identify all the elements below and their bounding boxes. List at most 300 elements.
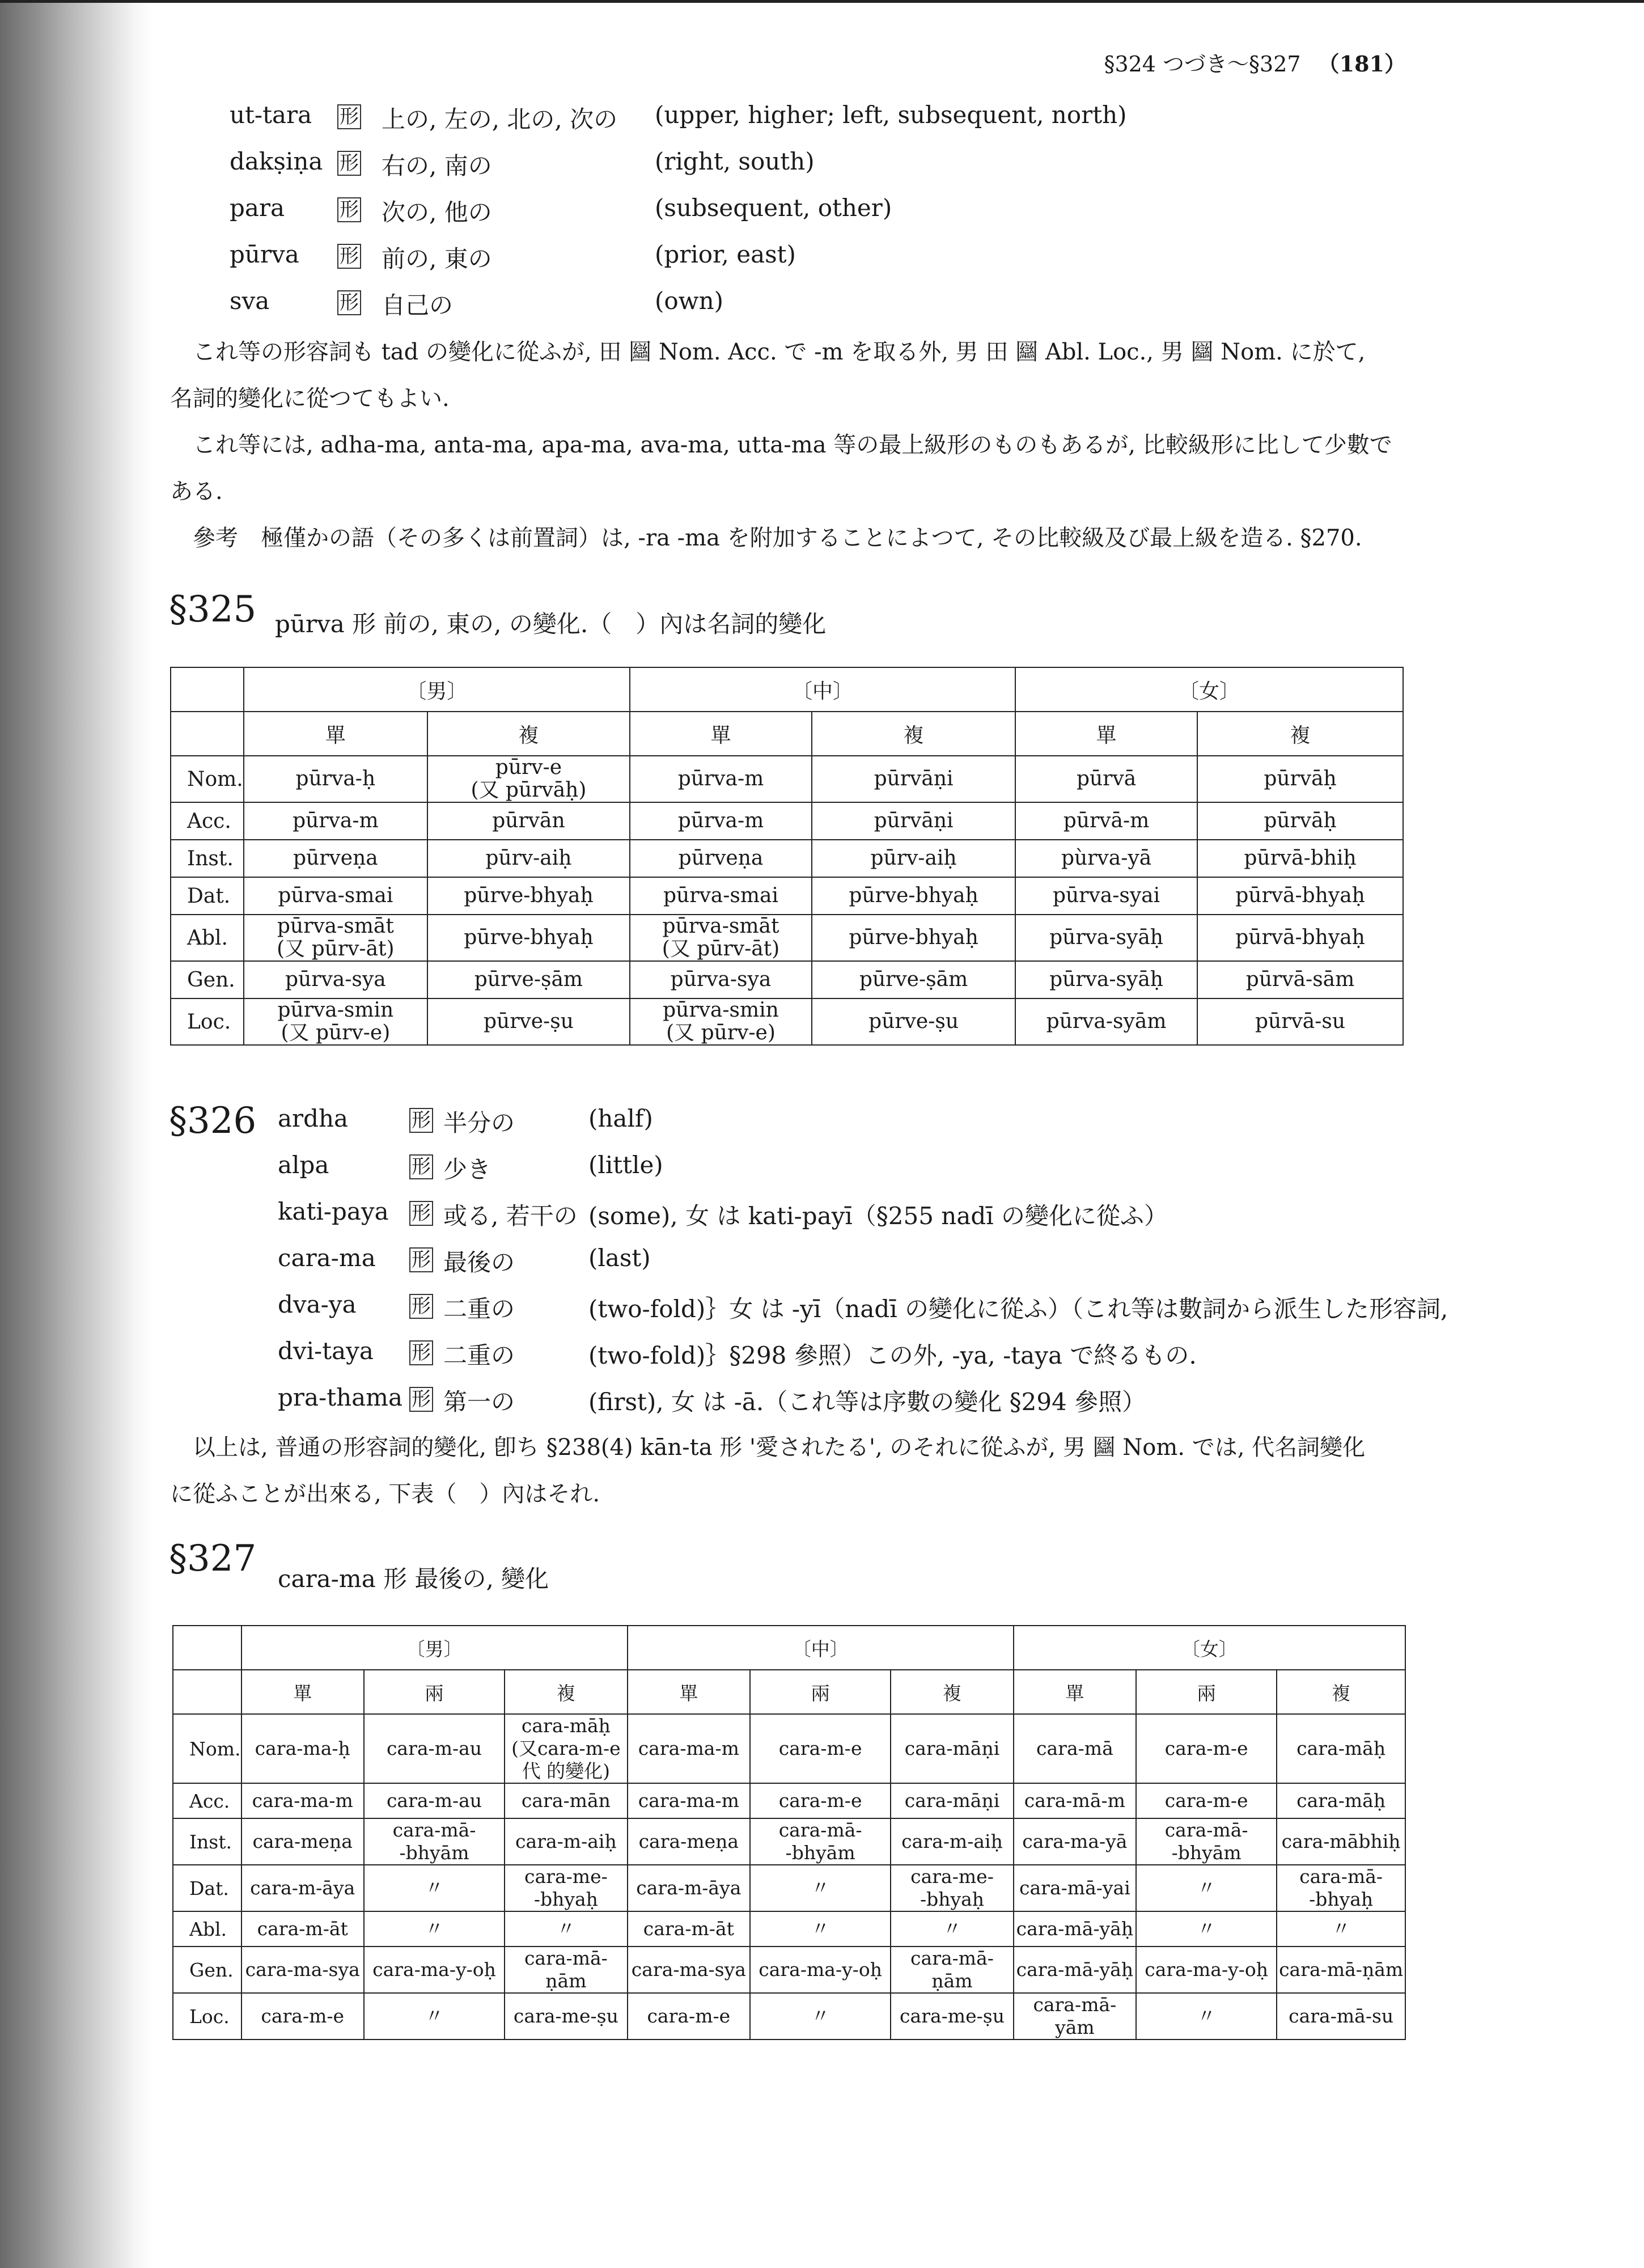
gloss-ja: 或る, 若干の: [443, 1202, 578, 1230]
form-text: pūrva-syāḥ: [1049, 926, 1163, 949]
paragraph-324: [170, 329, 1406, 561]
form-cell: [891, 1947, 1014, 1993]
form-cell: [1015, 840, 1197, 877]
text-line: ある.: [170, 479, 223, 505]
gloss-en: (subsequent, other): [655, 194, 892, 222]
page-number: （181）: [1317, 51, 1406, 77]
form-cell: [628, 1911, 750, 1947]
pos-mark: 形: [409, 1340, 433, 1365]
top-rule: [0, 0, 1644, 3]
form-cell: [1015, 998, 1197, 1045]
form-text: cara-ma-m: [252, 1789, 353, 1812]
form-text: -bhyām: [399, 1842, 469, 1864]
form-cell: [427, 915, 630, 961]
gloss-en: (little): [588, 1151, 663, 1179]
gloss-en: (first), 女 は -ā.（これ等は序數の變化 §294 參照）: [588, 1388, 1146, 1416]
form-text: pūrve-ṣām: [859, 968, 968, 991]
form-text: (又 pūrv-e): [666, 1021, 776, 1044]
word: ut-tara: [230, 101, 312, 129]
form-cell: [241, 1818, 364, 1865]
table-row: [173, 1818, 1405, 1865]
form-cell: [505, 1947, 628, 1993]
form-cell: [1014, 1911, 1136, 1947]
form-text: 代 的變化): [522, 1760, 611, 1782]
gloss-ja: 次の, 他の: [382, 198, 492, 226]
form-cell: [1136, 1783, 1277, 1818]
form-text: pūrveṇa: [293, 847, 378, 870]
form-text: pūrva-smin: [277, 998, 394, 1022]
form-text: 〃: [811, 2005, 830, 2027]
case-label: Abl.: [171, 915, 244, 961]
form-text: cara-mā-ṇām: [910, 1947, 994, 1992]
form-cell: [628, 1818, 750, 1865]
form-text: pūrva-ḥ: [295, 767, 376, 790]
form-text: pūrve-bhyaḥ: [464, 884, 594, 907]
form-cell: [630, 756, 812, 802]
form-text: cara-mā-su: [1289, 2005, 1394, 2027]
form-cell: [1136, 1947, 1277, 1993]
case-label: Dat.: [171, 877, 244, 915]
form-cell: [1015, 756, 1197, 802]
form-cell: [244, 802, 427, 840]
word: pra-thama: [278, 1383, 403, 1411]
section-number: §325: [169, 589, 257, 631]
table-row: [173, 1865, 1405, 1911]
form-cell: [1277, 1993, 1405, 2039]
form-text: cara-m-āya: [250, 1877, 355, 1899]
form-text: pūrva-smin: [663, 998, 779, 1022]
form-cell: [1015, 961, 1197, 998]
form-text: cara-māḥ: [521, 1715, 611, 1737]
form-cell: [891, 1993, 1014, 2039]
form-text: cara-mā-: [1164, 1819, 1248, 1841]
gloss-ja: 自己の: [382, 291, 454, 319]
form-text: pūrvā-su: [1255, 1010, 1346, 1033]
form-cell: [364, 1865, 505, 1911]
form-text: pūrve-ṣu: [868, 1010, 959, 1033]
form-cell: [1014, 1818, 1136, 1865]
word: para: [230, 194, 285, 222]
gender-header: 〔女〕: [1015, 667, 1403, 712]
form-text: cara-ma-ḥ: [255, 1737, 350, 1759]
table-row: [171, 840, 1403, 877]
form-text: 〃: [1197, 1877, 1216, 1899]
section-title: pūrva 形 前の, 東の, の變化.（ ）內は名詞的變化: [275, 610, 827, 638]
number-header: 單: [1014, 1670, 1136, 1714]
form-text: pūrve-bhyaḥ: [464, 926, 594, 949]
form-text: pūrva-syām: [1046, 1010, 1167, 1033]
form-text: pūrve-ṣām: [474, 968, 583, 991]
form-text: pūrvāḥ: [1264, 767, 1337, 790]
gloss-en: (two-fold)｝女 は -yī（nadī の變化に從ふ）（これ等は數詞から派生した形容詞,: [588, 1295, 1448, 1323]
pos-mark: 形: [409, 1294, 433, 1319]
form-cell: [630, 840, 812, 877]
table-row: [173, 1947, 1405, 1993]
form-text: cara-mān: [521, 1789, 611, 1812]
form-text: pūrve-bhyaḥ: [849, 884, 978, 907]
form-cell: [244, 998, 427, 1045]
number-header: 兩: [1136, 1670, 1277, 1714]
form-cell: [241, 1947, 364, 1993]
gloss-ja: 上の, 左の, 北の, 次の: [382, 105, 618, 133]
form-text: cara-meṇa: [252, 1830, 353, 1852]
pos-mark: 形: [337, 151, 361, 176]
form-cell: [750, 1911, 891, 1947]
form-cell: [812, 840, 1015, 877]
gloss-ja: 半分の: [443, 1109, 515, 1137]
form-cell: [1015, 915, 1197, 961]
gloss-en: (some), 女 は kati-payī（§255 nadī の變化に從ふ）: [588, 1202, 1168, 1230]
form-text: -bhyaḥ: [920, 1888, 985, 1910]
form-text: cara-mābhiḥ: [1281, 1830, 1401, 1852]
section-range: §324 つづき～§327: [1104, 52, 1301, 77]
text-line: 以上は, 普通の形容詞的變化, 卽ち §238(4) kān-ta 形 '愛されたる', のそれに從ふが, 男 圝 Nom. では, 代名詞變化: [193, 1435, 1366, 1461]
form-cell: [750, 1714, 891, 1783]
corner-cell: [171, 667, 244, 712]
case-label: Acc.: [171, 802, 244, 840]
form-cell: [505, 1865, 628, 1911]
form-cell: [1136, 1911, 1277, 1947]
form-cell: [1136, 1818, 1277, 1865]
gender-header: 〔中〕: [630, 667, 1015, 712]
form-cell: [427, 802, 630, 840]
case-label: Gen.: [171, 961, 244, 998]
form-text: cara-m-e: [261, 2005, 345, 2027]
form-cell: [1136, 1993, 1277, 2039]
gloss-en: (last): [588, 1244, 651, 1272]
text-line: 參考 極僅かの語（その多くは前置詞）は, -ra -ma を附加することによつて, その比較級及び最上級を造る. §270.: [193, 525, 1362, 551]
form-cell: [1014, 1865, 1136, 1911]
form-cell: [630, 998, 812, 1045]
section-number: §326: [169, 1100, 257, 1142]
case-label: Inst.: [171, 840, 244, 877]
word: sva: [230, 287, 270, 315]
form-text: pūrvāṇi: [874, 809, 954, 832]
form-cell: [427, 877, 630, 915]
word: kati-paya: [278, 1198, 389, 1225]
gloss-ja: 少き: [443, 1156, 491, 1183]
form-text: cara-mā-yām: [1033, 1994, 1117, 2038]
form-cell: [505, 1818, 628, 1865]
form-cell: [891, 1714, 1014, 1783]
form-text: 〃: [811, 1877, 830, 1899]
number-header: 單: [241, 1670, 364, 1714]
form-text: (又 pūrvāḥ): [471, 778, 587, 802]
form-cell: [750, 1865, 891, 1911]
table-row: [173, 1993, 1405, 2039]
form-cell: [241, 1783, 364, 1818]
form-text: cara-mā-yai: [1019, 1877, 1130, 1899]
word: dvi-taya: [278, 1337, 374, 1365]
form-cell: [1197, 915, 1403, 961]
form-text: pūrva-m: [677, 767, 764, 790]
gloss-ja: 右の, 南の: [382, 152, 492, 180]
form-cell: [628, 1783, 750, 1818]
form-text: 〃: [425, 2005, 444, 2027]
form-text: cara-m-āt: [643, 1918, 734, 1940]
form-text: cara-m-au: [386, 1737, 482, 1759]
form-cell: [628, 1947, 750, 1993]
gloss-en: (own): [655, 287, 724, 315]
form-cell: [244, 756, 427, 802]
form-cell: [364, 1993, 505, 2039]
form-cell: [1197, 961, 1403, 998]
form-text: 〃: [942, 1918, 961, 1940]
gender-header: 〔男〕: [241, 1626, 628, 1670]
form-cell: [1015, 802, 1197, 840]
form-text: 〃: [1197, 2005, 1216, 2027]
form-text: cara-m-e: [1164, 1789, 1248, 1812]
text-line: これ等の形容詞も tad の變化に從ふが, 田 圝 Nom. Acc. で -m を取る外, 男 田 圝 Abl. Loc., 男 圝 Nom. に於て,: [193, 339, 1366, 365]
form-cell: [1277, 1947, 1405, 1993]
pos-mark: 形: [337, 104, 361, 129]
number-header: 單: [1015, 712, 1197, 756]
form-cell: [628, 1865, 750, 1911]
word: ardha: [278, 1105, 349, 1132]
form-text: cara-me-ṣu: [900, 2005, 1005, 2027]
form-text: pūrv-aiḥ: [870, 847, 957, 870]
corner-cell: [171, 712, 244, 756]
form-cell: [812, 756, 1015, 802]
form-text: -bhyām: [1171, 1842, 1242, 1864]
form-text: pùrva-yā: [1061, 847, 1152, 870]
text-line: に從ふことが出來る, 下表（ ）內はそれ.: [170, 1481, 600, 1507]
form-cell: [630, 961, 812, 998]
table-body: [173, 1714, 1405, 2039]
form-text: pūrvā-sām: [1245, 968, 1355, 991]
gloss-ja: 二重の: [443, 1342, 515, 1369]
scan-shadow: [0, 0, 153, 2268]
form-text: cara-māḥ: [1296, 1737, 1386, 1759]
form-text: cara-m-āya: [636, 1877, 742, 1899]
form-cell: [364, 1714, 505, 1783]
form-text: pūrve-ṣu: [483, 1010, 574, 1033]
form-text: cara-mā-: [1299, 1865, 1383, 1888]
form-text: cara-māḥ: [1296, 1789, 1386, 1812]
form-text: pūrvā-bhyaḥ: [1235, 884, 1365, 907]
form-cell: [244, 915, 427, 961]
form-cell: [1136, 1714, 1277, 1783]
form-text: cara-m-e: [1164, 1737, 1248, 1759]
form-cell: [1197, 802, 1403, 840]
form-cell: [891, 1783, 1014, 1818]
form-text: pūrva-sya: [285, 968, 386, 991]
form-text: 〃: [1332, 1918, 1351, 1940]
form-text: pūrv-e: [495, 756, 562, 779]
form-cell: [628, 1993, 750, 2039]
form-cell: [427, 756, 630, 802]
form-text: cara-me-: [910, 1865, 994, 1888]
table-row: [173, 1783, 1405, 1818]
gloss-en: (right, south): [655, 147, 815, 175]
case-label: Inst.: [173, 1818, 241, 1865]
form-text: cara-ma-m: [638, 1737, 739, 1759]
form-text: cara-me-ṣu: [513, 2005, 618, 2027]
form-cell: [812, 961, 1015, 998]
form-text: pūrva-syai: [1052, 884, 1160, 907]
gloss-en: (half): [588, 1105, 653, 1132]
form-text: cara-mā-yāḥ: [1016, 1918, 1134, 1940]
form-cell: [1136, 1865, 1277, 1911]
case-label: Loc.: [171, 998, 244, 1045]
form-cell: [244, 877, 427, 915]
form-text: cara-mā-m: [1024, 1789, 1125, 1812]
table-row: [173, 1911, 1405, 1947]
number-header: 複: [1197, 712, 1403, 756]
number-header: 兩: [364, 1670, 505, 1714]
form-text: cara-m-e: [647, 2005, 731, 2027]
form-text: 〃: [425, 1918, 444, 1940]
form-cell: [750, 1947, 891, 1993]
number-header: 單: [628, 1670, 750, 1714]
form-text: pūrve-bhyaḥ: [849, 926, 978, 949]
form-text: cara-ma-yā: [1022, 1830, 1128, 1852]
form-cell: [241, 1865, 364, 1911]
gender-header: 〔女〕: [1014, 1626, 1405, 1670]
table-row: [171, 877, 1403, 915]
form-cell: [505, 1993, 628, 2039]
form-text: cara-mā-: [392, 1819, 476, 1841]
declension-table-327: [172, 1625, 1406, 2040]
gloss-en: (two-fold)｝§298 參照）この外, -ya, -taya で終るもの.: [588, 1342, 1197, 1369]
form-cell: [241, 1714, 364, 1783]
form-cell: [630, 802, 812, 840]
form-cell: [1014, 1947, 1136, 1993]
number-header: 兩: [750, 1670, 891, 1714]
form-text: cara-māṇi: [904, 1789, 1000, 1812]
form-cell: [427, 961, 630, 998]
form-text: (又cara-m-e: [511, 1737, 621, 1759]
form-cell: [812, 998, 1015, 1045]
number-header: 複: [891, 1670, 1014, 1714]
gloss-en: (upper, higher; left, subsequent, north): [655, 101, 1127, 129]
form-text: pūrva-sya: [670, 968, 772, 991]
corner-cell: [173, 1670, 241, 1714]
pos-mark: 形: [409, 1247, 433, 1272]
form-cell: [364, 1783, 505, 1818]
gender-header: 〔男〕: [244, 667, 630, 712]
form-text: pūrvāṇi: [874, 767, 954, 790]
form-text: cara-m-āt: [257, 1918, 348, 1940]
section-title: cara-ma 形 最後の, 變化: [278, 1565, 549, 1593]
gloss-ja: 最後の: [443, 1249, 515, 1276]
form-cell: [364, 1911, 505, 1947]
form-text: cara-m-aiḥ: [515, 1830, 617, 1852]
number-header: 複: [505, 1670, 628, 1714]
case-label: Abl.: [173, 1911, 241, 1947]
form-text: pūrva-m: [677, 809, 764, 832]
form-cell: [812, 802, 1015, 840]
form-text: cara-mā-: [778, 1819, 862, 1841]
form-cell: [1197, 756, 1403, 802]
section-number: §327: [169, 1538, 257, 1580]
gloss-ja: 第一の: [443, 1388, 515, 1416]
form-cell: [628, 1714, 750, 1783]
form-cell: [364, 1818, 505, 1865]
form-cell: [630, 915, 812, 961]
form-text: pūrva-smai: [663, 884, 778, 907]
form-cell: [891, 1911, 1014, 1947]
pos-mark: 形: [409, 1154, 433, 1179]
form-cell: [1277, 1911, 1405, 1947]
form-cell: [244, 840, 427, 877]
form-text: (又 pūrv-e): [281, 1021, 391, 1044]
table-body: [171, 756, 1403, 1045]
table-row: [173, 1714, 1405, 1783]
gloss-ja: 二重の: [443, 1295, 515, 1323]
form-text: 〃: [425, 1877, 444, 1899]
form-text: pūrvāḥ: [1264, 809, 1337, 832]
gloss-en: (prior, east): [655, 240, 796, 268]
pos-mark: 形: [409, 1387, 433, 1412]
form-cell: [1197, 998, 1403, 1045]
form-text: pūrva-smāt: [662, 915, 779, 938]
table-row: [171, 915, 1403, 961]
form-text: cara-mā-yāḥ: [1016, 1958, 1134, 1981]
form-cell: [1015, 877, 1197, 915]
form-text: pūrvā-m: [1063, 809, 1150, 832]
gloss-ja: 前の, 東の: [382, 245, 492, 273]
text-line: 名詞的變化に從つてもよい.: [170, 386, 450, 412]
number-header: 單: [630, 712, 812, 756]
form-text: cara-mā-ṇām: [1279, 1958, 1404, 1981]
form-cell: [630, 877, 812, 915]
form-text: pūrvā-bhiḥ: [1244, 847, 1357, 870]
form-cell: [505, 1714, 628, 1783]
form-cell: [1277, 1865, 1405, 1911]
case-label: Gen.: [173, 1947, 241, 1993]
form-text: cara-ma-m: [638, 1789, 739, 1812]
form-cell: [505, 1783, 628, 1818]
declension-table-325: [170, 667, 1404, 1046]
form-text: cara-m-e: [778, 1789, 862, 1812]
word: dakṣiṇa: [230, 147, 323, 175]
pos-mark: 形: [337, 197, 361, 222]
word: alpa: [278, 1151, 329, 1179]
form-text: cara-ma-y-oḥ: [759, 1958, 883, 1981]
table-row: [171, 961, 1403, 998]
form-text: cara-ma-y-oḥ: [372, 1958, 496, 1981]
form-text: cara-ma-y-oḥ: [1145, 1958, 1269, 1981]
form-cell: [241, 1911, 364, 1947]
form-text: cara-m-au: [386, 1789, 482, 1812]
form-cell: [750, 1993, 891, 2039]
form-cell: [364, 1947, 505, 1993]
case-label: Loc.: [173, 1993, 241, 2039]
text-line: これ等には, adha-ma, anta-ma, apa-ma, ava-ma, utta-ma 等の最上級形のものもあるが, 比較級形に比して少數で: [193, 432, 1392, 458]
running-head: [1104, 46, 1406, 78]
form-text: cara-m-aiḥ: [901, 1830, 1003, 1852]
form-text: pūrva-m: [293, 809, 379, 832]
table-row: [171, 802, 1403, 840]
table-row: [171, 998, 1403, 1045]
gender-header: 〔中〕: [628, 1626, 1014, 1670]
form-text: pūrveṇa: [678, 847, 764, 870]
form-cell: [1197, 877, 1403, 915]
form-text: -bhyaḥ: [1309, 1888, 1374, 1910]
form-text: (又 pūrv-āt): [662, 937, 780, 960]
form-text: pūrva-syāḥ: [1049, 968, 1163, 991]
form-cell: [891, 1865, 1014, 1911]
pos-mark: 形: [337, 244, 361, 269]
form-text: -bhyaḥ: [533, 1888, 598, 1910]
form-text: cara-me-: [524, 1865, 608, 1888]
form-cell: [505, 1911, 628, 1947]
pos-mark: 形: [337, 290, 361, 315]
form-cell: [244, 961, 427, 998]
form-cell: [427, 998, 630, 1045]
case-label: Dat.: [173, 1865, 241, 1911]
